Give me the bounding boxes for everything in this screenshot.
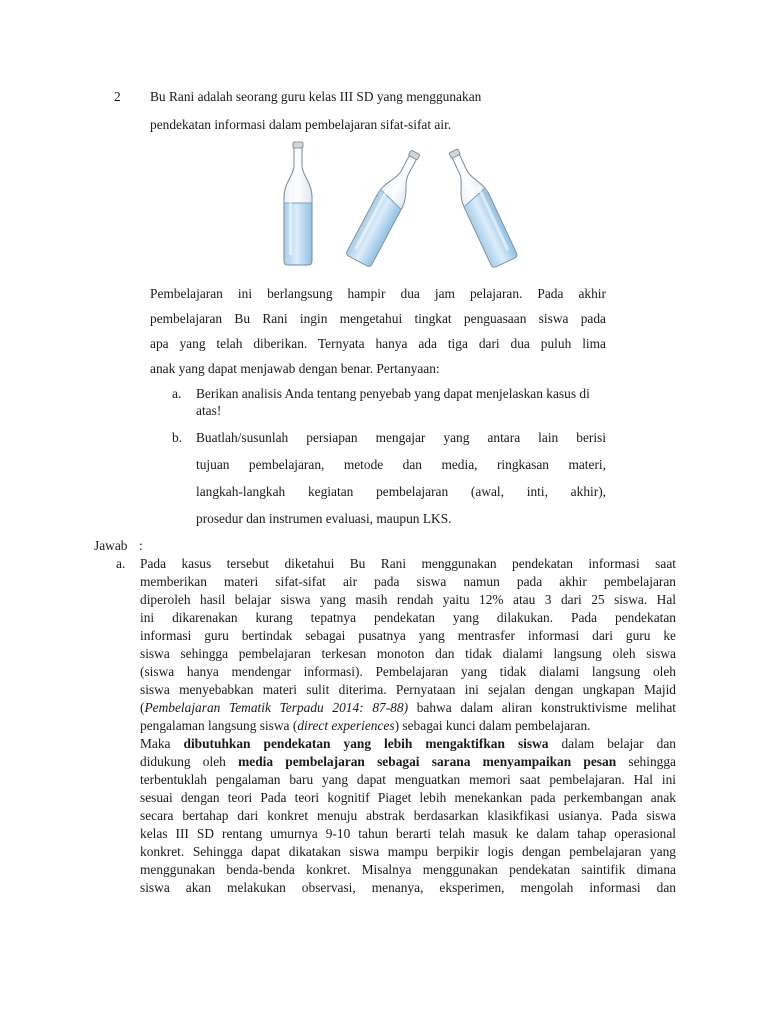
- question-paragraph-line: apa yang telah diberikan. Ternyata hanya ada tiga dari dua puluh lima: [150, 336, 606, 351]
- citation-paren: (: [140, 700, 145, 715]
- item-marker: b.: [172, 430, 183, 445]
- answer-line: diperoleh hasil belajar siswa yang masih rendah yaitu 12% atau 3 dari 25 siswa. Hal: [140, 592, 676, 607]
- answer-marker: a.: [116, 556, 126, 571]
- answer-line: informasi guru bertindak sebagai pusatnya yang mentrasfer informasi dari guru ke: [140, 628, 676, 643]
- question-paragraph-line: Pembelajaran ini berlangsung hampir dua jam pelajaran. Pada akhir: [150, 286, 606, 301]
- italic-term: direct experiences: [297, 718, 395, 733]
- text-run: sehingga: [616, 754, 676, 769]
- answer-line-emphasis: [140, 753, 676, 771]
- bottle-tilted-icon: [345, 146, 427, 268]
- answer-line-direct-experiences: [140, 717, 676, 735]
- text-run: ) sebagai kunci dalam pembelajaran.: [394, 718, 591, 733]
- item-text-line: Buatlah/susunlah persiapan mengajar yang antara lain berisi: [196, 430, 606, 445]
- answer-body: [140, 555, 676, 897]
- answer-line: (siswa hanya mendengar informasi). Pembelajaran yang tidak dialami langsung oleh: [140, 664, 676, 679]
- text-run: didukung oleh: [140, 754, 239, 769]
- answer-line: terbentuklah pengalaman baru yang dapat menguatkan memori saat pembelajaran. Hal ini: [140, 772, 676, 787]
- answer-label: Jawab: [94, 538, 128, 553]
- answer-line-citation: [140, 699, 676, 717]
- item-text-line: tujuan pembelajaran, metode dan media, ringkasan materi,: [196, 457, 606, 472]
- item-text-line: langkah-langkah kegiatan pembelajaran (awal, inti, akhir),: [196, 484, 606, 499]
- bottle-tilted-icon: [441, 145, 518, 268]
- answer-line: konkret. Sehingga dapat dikatakan siswa mampu berpikir logis dengan pembelajaran yang: [140, 844, 676, 859]
- question-intro-line: pendekatan informasi dalam pembelajaran sifat-sifat air.: [150, 117, 452, 132]
- answer-line: memberikan materi sifat-sifat air pada siswa namun pada akhir pembelajaran: [140, 574, 676, 589]
- item-text-line: prosedur dan instrumen evaluasi, maupun LKS.: [196, 511, 452, 526]
- answer-line: menggunakan benda-benda konkret. Misalnya menggunakan pendekatan saintifik dimana: [140, 862, 676, 877]
- question-intro-line: Bu Rani adalah seorang guru kelas III SD yang menggunakan: [150, 89, 482, 104]
- bold-phrase: media pembelajaran sebagai sarana menyampaikan pesan: [238, 754, 617, 769]
- item-marker: a.: [172, 386, 182, 401]
- answer-line: siswa menyebabkan materi sulit diterima. Pernyataan ini sejalan dengan ungkapan Majid: [140, 682, 676, 697]
- answer-line: Pada kasus tersebut diketahui Bu Rani menggunakan pendekatan informasi saat: [140, 556, 676, 571]
- question-paragraph-line: pembelajaran Bu Rani ingin mengetahui tingkat penguasaan siswa pada: [150, 311, 606, 326]
- answer-colon: :: [139, 538, 143, 553]
- text-run: dalam belajar dan: [548, 736, 676, 751]
- answer-line: kelas III SD rentang umurnya 9-10 tahun berarti telah masuk ke dalam tahap operasional: [140, 826, 676, 841]
- bold-phrase: dibutuhkan pendekatan yang lebih mengaktifkan siswa: [183, 736, 549, 751]
- answer-line: siswa sehingga pembelajaran terkesan monoton dan tidak dialami langsung oleh siswa: [140, 646, 676, 661]
- item-text-line: atas!: [196, 403, 222, 418]
- answer-line: sesuai dengan teori Pada teori kognitif Piaget lebih menekankan pada perkembangan anak: [140, 790, 676, 805]
- citation-rest: bahwa dalam aliran konstruktivisme melihat: [408, 700, 676, 715]
- question-paragraph-line: anak yang dapat menjawab dengan benar. Pertanyaan:: [150, 361, 440, 376]
- question-number: 2: [114, 89, 121, 104]
- citation-text: Pembelajaran Tematik Terpadu 2014: 87-88): [144, 700, 409, 715]
- text-run: Maka: [140, 736, 184, 751]
- bottles-illustration: [268, 140, 528, 270]
- answer-line-emphasis: [140, 735, 676, 753]
- item-text-line: Berikan analisis Anda tentang penyebab yang dapat menjelaskan kasus di: [196, 386, 590, 401]
- answer-line: ini dikarenakan kurang tepatnya pendekatan yang dilakukan. Pada pendekatan: [140, 610, 676, 625]
- text-run: pengalaman langsung siswa (: [140, 718, 298, 733]
- answer-line: siswa akan melakukan observasi, menanya, eksperimen, mengolah informasi dan: [140, 880, 676, 895]
- bottle-upright-icon: [284, 142, 312, 265]
- answer-line: secara bertahap dari konkret menuju abstrak berdasarkan klasikfikasi usianya. Pada siswa: [140, 808, 676, 823]
